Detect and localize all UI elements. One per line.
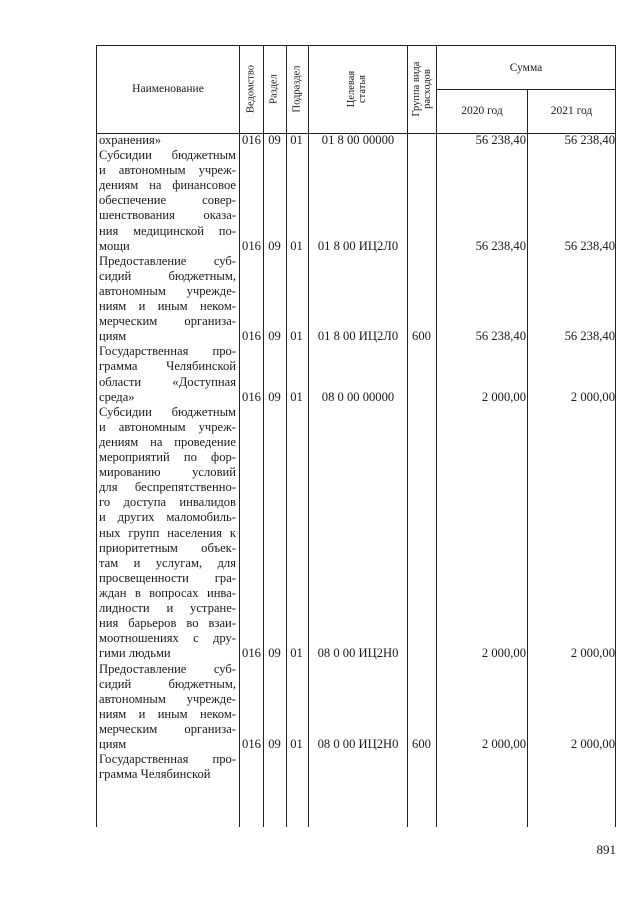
row-name-line: просвещенности гра- bbox=[99, 570, 236, 585]
row-name-line: сидий бюджетным, bbox=[99, 268, 236, 283]
row-name-line: приоритетным объек- bbox=[99, 540, 236, 555]
row-sum-2020: 2 000,00 bbox=[481, 737, 526, 751]
header-podrazdel: Подраздел bbox=[291, 65, 303, 113]
col-border bbox=[308, 45, 309, 827]
row-sum-2020: 56 238,40 bbox=[475, 133, 526, 147]
row-name-line: и автономным учреж- bbox=[99, 163, 236, 178]
row-name-line: Государственная про- bbox=[99, 752, 236, 767]
row-name-line: циям bbox=[99, 736, 127, 751]
row-vedomstvo: 016 bbox=[242, 646, 261, 661]
header-gruppa: Группа вида расходов bbox=[411, 61, 433, 117]
row-gruppa: 600 bbox=[412, 737, 431, 751]
row-celevaya: 01 8 00 ИЦ2Л0 bbox=[317, 329, 399, 344]
row-name-line: сидий бюджетным, bbox=[99, 676, 236, 691]
row-name-line: мированию условий bbox=[99, 465, 236, 480]
row-podrazdel: 01 bbox=[290, 646, 303, 661]
row-name bbox=[99, 662, 236, 753]
row-sum-2020: 2 000,00 bbox=[481, 646, 526, 661]
col-border bbox=[436, 45, 437, 827]
row-sum-2020: 56 238,40 bbox=[475, 238, 526, 253]
row-razdel: 09 bbox=[268, 329, 281, 344]
row-gruppa: 600 bbox=[412, 329, 431, 344]
row-podrazdel: 01 bbox=[290, 133, 303, 147]
summa-divider bbox=[436, 89, 616, 90]
row-podrazdel: 01 bbox=[290, 737, 303, 751]
row-vedomstvo: 016 bbox=[242, 133, 261, 147]
row-vedomstvo: 016 bbox=[242, 238, 261, 253]
row-name-line: там и услугам, для bbox=[99, 555, 236, 570]
row-name-line: Предоставление суб- bbox=[99, 661, 236, 676]
row-podrazdel: 01 bbox=[290, 329, 303, 344]
header-vedomstvo: Ведомство bbox=[245, 65, 257, 113]
col-border bbox=[407, 45, 408, 827]
row-name-line: циям bbox=[99, 329, 127, 344]
row-sum-2020: 2 000,00 bbox=[481, 389, 526, 404]
row-name bbox=[99, 254, 236, 345]
row-celevaya: 08 0 00 00000 bbox=[321, 389, 395, 404]
row-sum-2021: 2 000,00 bbox=[570, 646, 615, 661]
col-border bbox=[96, 45, 97, 827]
row-podrazdel: 01 bbox=[290, 389, 303, 404]
row-sum-2021: 2 000,00 bbox=[570, 737, 615, 751]
row-name bbox=[99, 752, 236, 782]
row-sum-2021: 56 238,40 bbox=[564, 238, 615, 253]
header-summa: Сумма bbox=[509, 62, 543, 74]
row-name-line: Предоставление суб- bbox=[99, 253, 236, 268]
col-border bbox=[615, 45, 616, 827]
col-border bbox=[263, 45, 264, 827]
row-vedomstvo: 016 bbox=[242, 389, 261, 404]
row-sum-2021: 56 238,40 bbox=[564, 329, 615, 344]
row-name-line: области «Доступная bbox=[99, 374, 236, 389]
row-name-line: мощи bbox=[99, 238, 130, 253]
row-name bbox=[99, 133, 236, 148]
row-name-line: грамма Челябинской bbox=[99, 359, 236, 374]
row-name-line: моотношениях с дру- bbox=[99, 631, 236, 646]
header-celevaya: Целевая статья bbox=[346, 70, 368, 108]
row-sum-2021: 2 000,00 bbox=[570, 389, 615, 404]
row-name-line: обеспечение совер- bbox=[99, 193, 236, 208]
row-vedomstvo: 016 bbox=[242, 737, 261, 751]
row-name-line: грамма Челябинской bbox=[99, 767, 211, 782]
row-celevaya: 01 8 00 00000 bbox=[321, 133, 395, 147]
row-name-line: ния барьеров во взаи- bbox=[99, 616, 236, 631]
row-name-line: дениям на финансовое bbox=[99, 178, 236, 193]
row-razdel: 09 bbox=[268, 238, 281, 253]
col-border bbox=[239, 45, 240, 827]
row-podrazdel: 01 bbox=[290, 238, 303, 253]
row-name-line: мероприятий по фор- bbox=[99, 450, 236, 465]
header-year-2020: 2020 год bbox=[461, 105, 503, 117]
row-name bbox=[99, 344, 236, 404]
row-name-line: го доступа инвалидов bbox=[99, 495, 236, 510]
row-name-line: Субсидии бюджетным bbox=[99, 404, 236, 419]
row-name-line: автономным учрежде- bbox=[99, 691, 236, 706]
header-razdel: Раздел bbox=[268, 74, 280, 104]
row-celevaya: 08 0 00 ИЦ2Н0 bbox=[317, 646, 399, 661]
row-razdel: 09 bbox=[268, 737, 281, 751]
row-celevaya: 08 0 00 ИЦ2Н0 bbox=[317, 737, 399, 751]
row-name-line: мерческим организа- bbox=[99, 314, 236, 329]
row-name-line: лидности и устране- bbox=[99, 601, 236, 616]
row-razdel: 09 bbox=[268, 133, 281, 147]
row-name-line: среда» bbox=[99, 389, 135, 404]
row-name-line: ния медицинской по- bbox=[99, 223, 236, 238]
row-name-line: для беспрепятственно- bbox=[99, 480, 236, 495]
row-sum-2021: 56 238,40 bbox=[564, 133, 615, 147]
row-name-line: ждан в вопросах инва- bbox=[99, 585, 236, 600]
row-vedomstvo: 016 bbox=[242, 329, 261, 344]
row-sum-2020: 56 238,40 bbox=[475, 329, 526, 344]
row-name bbox=[99, 148, 236, 254]
row-name-line: ных групп населения к bbox=[99, 525, 236, 540]
row-name-line: гими людьми bbox=[99, 646, 171, 661]
page-number: 891 bbox=[596, 842, 616, 857]
row-celevaya: 01 8 00 ИЦ2Л0 bbox=[317, 238, 399, 253]
row-name-line: охранения» bbox=[99, 133, 162, 147]
row-name-line: автономным учрежде- bbox=[99, 283, 236, 298]
row-name-line: Государственная про- bbox=[99, 344, 236, 359]
row-name-line: ниям и иным неком- bbox=[99, 299, 236, 314]
row-name-line: дениям на проведение bbox=[99, 434, 236, 449]
row-name-line: и других маломобиль- bbox=[99, 510, 236, 525]
row-name bbox=[99, 405, 236, 662]
row-name-line: Субсидии бюджетным bbox=[99, 148, 236, 163]
header-year-2021: 2021 год bbox=[550, 105, 593, 117]
row-name-line: и автономным учреж- bbox=[99, 419, 236, 434]
row-name-line: шенствования оказа- bbox=[99, 208, 236, 223]
row-razdel: 09 bbox=[268, 646, 281, 661]
header-name: Наименование bbox=[132, 83, 204, 95]
col-border bbox=[286, 45, 287, 827]
row-name-line: ниям и иным неком- bbox=[99, 706, 236, 721]
row-name-line: мерческим организа- bbox=[99, 721, 236, 736]
col-border-summa-split bbox=[527, 89, 528, 827]
row-razdel: 09 bbox=[268, 389, 281, 404]
table-top-border bbox=[96, 45, 616, 46]
